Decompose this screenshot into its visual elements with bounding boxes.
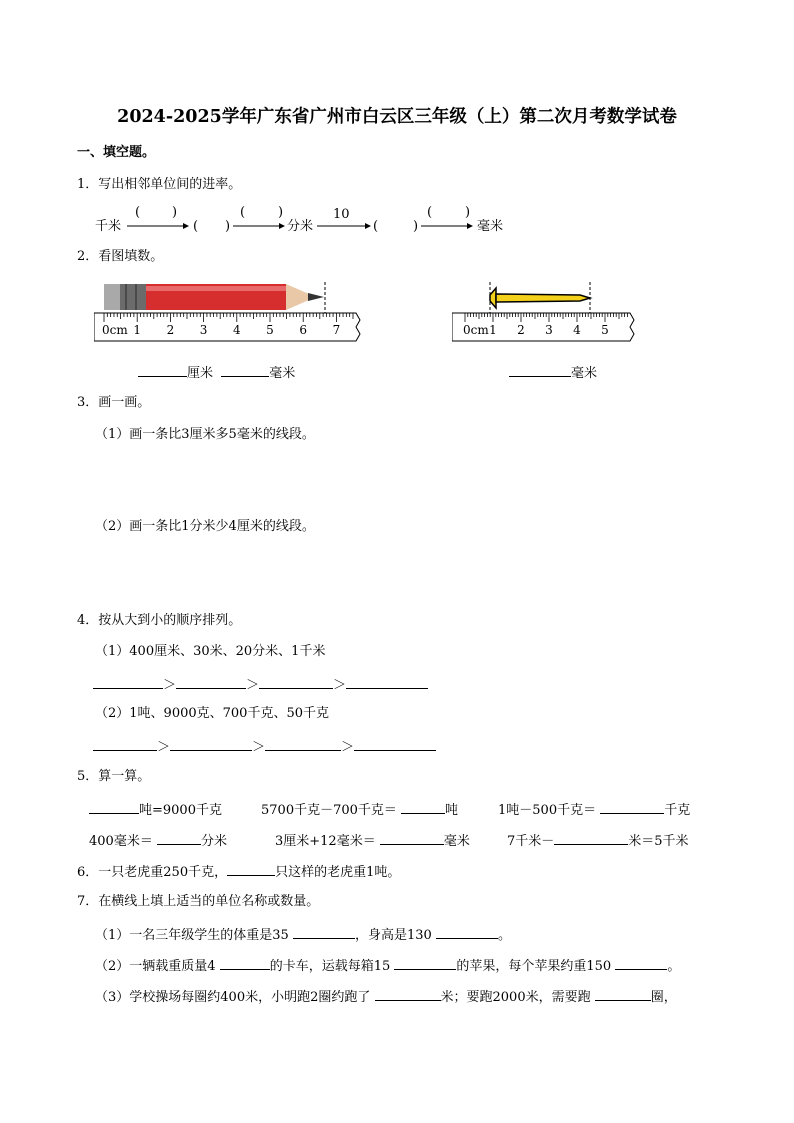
ruler-tick-label: 1 bbox=[489, 323, 497, 337]
answer-blank[interactable] bbox=[93, 675, 163, 689]
q2-answer-1: 厘米 毫米 bbox=[138, 363, 295, 382]
q4-label: 4．按从大到小的顺序排列。 bbox=[77, 613, 242, 628]
q5-item-5: 3厘米+12毫米＝ 毫米 bbox=[275, 831, 470, 850]
gt-sign: ＞ bbox=[341, 740, 355, 755]
ruler-tick-label: 3 bbox=[199, 323, 208, 337]
q1-unit-chain bbox=[95, 200, 515, 240]
ruler-tick-label: 0cm bbox=[463, 323, 489, 337]
gt-sign: ＞ bbox=[246, 678, 260, 693]
q7-part-2: （2）一辆载重质量4 的卡车，运载每箱15 的苹果，每个苹果约重150 。 bbox=[95, 956, 680, 975]
q3-label: 3．画一画。 bbox=[77, 395, 151, 410]
ruler-tick-label: 4 bbox=[232, 323, 241, 337]
answer-blank[interactable] bbox=[595, 987, 651, 1001]
q2-ruler-with-nail bbox=[452, 282, 637, 344]
ruler-tick-label: 6 bbox=[299, 323, 308, 337]
q5-item-1: 吨=9000千克 bbox=[89, 800, 222, 819]
q7-part-3: （3）学校操场每圈约400米，小明跑2圈约跑了 米；要跑2000米，需要跑 圈， bbox=[95, 987, 677, 1006]
q1-arrow-head bbox=[183, 223, 189, 229]
q1-paren-close: ) bbox=[172, 205, 178, 220]
q3-part-2: （2）画一条比1分米少4厘米的线段。 bbox=[95, 519, 315, 534]
gt-sign: ＞ bbox=[252, 740, 266, 755]
answer-blank[interactable] bbox=[346, 675, 428, 689]
pencil-ferrule bbox=[120, 284, 146, 310]
answer-blank[interactable] bbox=[265, 737, 341, 751]
ruler-tick-label: 0cm bbox=[102, 323, 128, 337]
ruler-tick-label: 7 bbox=[332, 323, 341, 337]
answer-blank[interactable] bbox=[227, 862, 275, 876]
answer-blank[interactable] bbox=[354, 737, 436, 751]
answer-blank[interactable] bbox=[554, 831, 628, 845]
answer-blank[interactable] bbox=[89, 800, 139, 814]
page-title: 2024-2025学年广东省广州市白云区三年级（上）第二次月考数学试卷 bbox=[117, 107, 677, 127]
answer-blank[interactable] bbox=[615, 956, 667, 970]
nail-shaft bbox=[496, 294, 590, 302]
q3-part-1: （1）画一条比3厘米多5毫米的线段。 bbox=[95, 427, 315, 442]
gt-sign: ＞ bbox=[333, 678, 347, 693]
q7-part-1: （1）一名三年级学生的体重是35 ，身高是130 。 bbox=[95, 925, 511, 944]
q1-paren-open: ( bbox=[373, 219, 379, 234]
ruler-tick-label: 2 bbox=[517, 323, 525, 337]
q1-unit-km: 千米 bbox=[95, 219, 122, 234]
q1-unit-mm: 毫米 bbox=[477, 219, 504, 234]
q1-paren-close: ) bbox=[278, 205, 284, 220]
q1-paren-open: ( bbox=[135, 205, 141, 220]
q5-label: 5．算一算。 bbox=[77, 769, 151, 784]
q1-paren-open: ( bbox=[427, 205, 433, 220]
q5-item-6: 7千米－ 米＝5千米 bbox=[507, 831, 689, 850]
q1-unit-dm: 分米 bbox=[287, 219, 314, 234]
q5-item-4: 400毫米＝ 分米 bbox=[89, 831, 227, 850]
answer-blank[interactable] bbox=[509, 363, 571, 377]
ruler-tick-label: 2 bbox=[166, 323, 175, 337]
q2-label: 2．看图填数。 bbox=[77, 249, 164, 264]
q1-label: 1．写出相邻单位间的进率。 bbox=[77, 177, 242, 192]
section-heading-fill-blanks: 一、填空题。 bbox=[77, 145, 156, 160]
q5-item-2: 5700千克－700千克＝ 吨 bbox=[261, 800, 458, 819]
q4-order-row-1 bbox=[93, 675, 428, 694]
ruler-tick-label: 3 bbox=[545, 323, 553, 337]
q5-item-3: 1吨－500千克＝ 千克 bbox=[498, 800, 690, 819]
pencil-eraser bbox=[104, 284, 120, 310]
q4-part-2: （2）1吨、9000克、700千克、50千克 bbox=[95, 706, 329, 721]
answer-blank[interactable] bbox=[401, 800, 445, 814]
q1-paren-close: ) bbox=[465, 205, 471, 220]
answer-blank[interactable] bbox=[220, 956, 270, 970]
answer-blank[interactable] bbox=[221, 363, 269, 377]
q1-paren-close: ) bbox=[413, 219, 419, 234]
q1-paren-open: ( bbox=[240, 205, 246, 220]
answer-blank[interactable] bbox=[170, 737, 252, 751]
answer-blank[interactable] bbox=[380, 831, 444, 845]
answer-blank[interactable] bbox=[600, 800, 664, 814]
q4-part-1: （1）400厘米、30米、20分米、1千米 bbox=[95, 644, 326, 659]
q1-paren-close: ) bbox=[225, 219, 231, 234]
q6-question: 6．一只老虎重250千克， 只这样的老虎重1吨。 bbox=[77, 862, 400, 881]
q1-rate-known: 10 bbox=[333, 207, 350, 222]
nail-head bbox=[490, 288, 496, 308]
q1-paren-open: ( bbox=[193, 219, 199, 234]
answer-blank[interactable] bbox=[138, 363, 187, 377]
q1-arrow-head bbox=[467, 223, 473, 229]
ruler-tick-label: 4 bbox=[573, 323, 581, 337]
ruler-tick-label: 1 bbox=[133, 323, 142, 337]
ruler-tick-label: 5 bbox=[601, 323, 609, 337]
q7-label: 7．在横线上填上适当的单位名称或数量。 bbox=[77, 894, 320, 909]
q2-answer-2: 毫米 bbox=[509, 363, 597, 382]
q4-order-row-2 bbox=[93, 737, 436, 756]
pencil-lead bbox=[308, 293, 324, 301]
answer-blank[interactable] bbox=[259, 675, 333, 689]
answer-blank[interactable] bbox=[157, 831, 201, 845]
q2-ruler-with-pencil bbox=[94, 282, 366, 344]
gt-sign: ＞ bbox=[163, 678, 177, 693]
answer-blank[interactable] bbox=[293, 925, 355, 939]
q1-arrow-head bbox=[365, 223, 371, 229]
ruler-tick-label: 5 bbox=[266, 323, 274, 337]
answer-blank[interactable] bbox=[176, 675, 246, 689]
answer-blank[interactable] bbox=[375, 987, 441, 1001]
gt-sign: ＞ bbox=[157, 740, 171, 755]
answer-blank[interactable] bbox=[93, 737, 157, 751]
q1-arrow-head bbox=[279, 223, 285, 229]
answer-blank[interactable] bbox=[436, 925, 498, 939]
answer-blank[interactable] bbox=[394, 956, 456, 970]
